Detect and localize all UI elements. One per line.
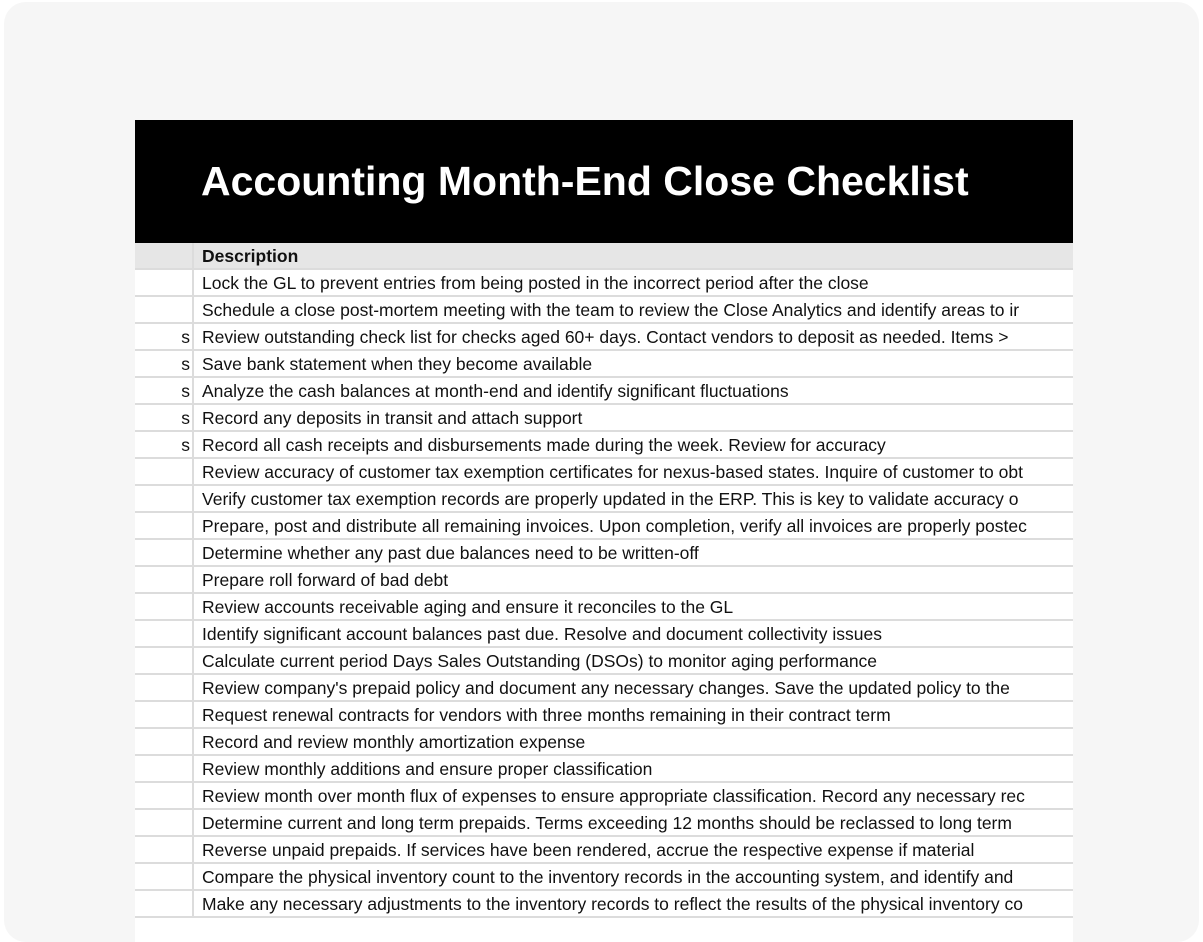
table-row: [135, 837, 1073, 864]
description-cell[interactable]: Calculate current period Days Sales Outstanding (DSOs) to monitor aging performance: [202, 651, 878, 671]
table-row: [135, 891, 1073, 918]
row-left-cell[interactable]: [135, 675, 194, 700]
row-left-cell[interactable]: [135, 432, 194, 457]
description-cell[interactable]: Save bank statement when they become available: [202, 354, 593, 374]
table-row: [135, 864, 1073, 891]
description-cell[interactable]: Compare the physical inventory count to the inventory records in the accounting system, and identify and: [202, 867, 1014, 887]
description-cell[interactable]: Review monthly additions and ensure proper classification: [202, 759, 653, 779]
table-row: [135, 810, 1073, 837]
row-left-cell[interactable]: [135, 810, 194, 835]
row-left-cell[interactable]: [135, 729, 194, 754]
row-left-cell-text: s: [181, 408, 190, 428]
description-cell[interactable]: Lock the GL to prevent entries from being posted in the incorrect period after the close: [202, 273, 869, 293]
table-row: [135, 621, 1073, 648]
description-cell[interactable]: Review month over month flux of expenses to ensure appropriate classification. Record any necessary rec: [202, 786, 1025, 806]
row-left-cell[interactable]: [135, 486, 194, 511]
table-rows: [135, 270, 1073, 918]
table-row: [135, 729, 1073, 756]
row-left-cell[interactable]: [135, 459, 194, 484]
description-cell[interactable]: Request renewal contracts for vendors with three months remaining in their contract term: [202, 705, 891, 725]
table-row: [135, 378, 1073, 405]
table-header-row: [135, 243, 1073, 270]
row-left-cell[interactable]: [135, 324, 194, 349]
table-row: [135, 432, 1073, 459]
table-row: [135, 459, 1073, 486]
card-frame: [4, 2, 1199, 942]
page-title: Accounting Month-End Close Checklist: [201, 158, 969, 204]
table-row: [135, 351, 1073, 378]
description-cell[interactable]: Record any deposits in transit and attach support: [202, 408, 583, 428]
description-cell[interactable]: Identify significant account balances past due. Resolve and document collectivity issues: [202, 624, 882, 644]
row-left-cell-text: s: [181, 327, 190, 347]
row-left-cell[interactable]: [135, 540, 194, 565]
row-left-cell[interactable]: [135, 594, 194, 619]
table-row: [135, 513, 1073, 540]
header-left-cell[interactable]: [135, 243, 194, 268]
description-cell[interactable]: Record all cash receipts and disbursements made during the week. Review for accuracy: [202, 435, 886, 455]
description-cell[interactable]: Make any necessary adjustments to the inventory records to reflect the results of the physical inventory co: [202, 894, 1023, 914]
row-left-cell-text: s: [181, 354, 190, 374]
table-row: [135, 675, 1073, 702]
description-cell[interactable]: Review outstanding check list for checks aged 60+ days. Contact vendors to deposit as needed. Items >: [202, 327, 1009, 347]
row-left-cell[interactable]: [135, 621, 194, 646]
spreadsheet: [135, 120, 1073, 942]
table-row: [135, 783, 1073, 810]
table-row: [135, 270, 1073, 297]
description-cell[interactable]: Analyze the cash balances at month-end and identify significant fluctuations: [202, 381, 789, 401]
description-cell[interactable]: Prepare roll forward of bad debt: [202, 570, 449, 590]
description-cell[interactable]: Review accuracy of customer tax exemption certificates for nexus-based states. Inquire of customer to obt: [202, 462, 1023, 482]
row-left-cell[interactable]: [135, 270, 194, 295]
row-left-cell-text: s: [181, 435, 190, 455]
table-row: [135, 405, 1073, 432]
row-left-cell[interactable]: [135, 756, 194, 781]
row-left-cell[interactable]: [135, 783, 194, 808]
row-left-cell[interactable]: [135, 864, 194, 889]
row-left-cell[interactable]: [135, 297, 194, 322]
description-cell[interactable]: Verify customer tax exemption records are properly updated in the ERP. This is key to validate accuracy o: [202, 489, 1019, 509]
description-cell[interactable]: Reverse unpaid prepaids. If services have been rendered, accrue the respective expense if material: [202, 840, 975, 860]
row-left-cell[interactable]: [135, 837, 194, 862]
table-row: [135, 540, 1073, 567]
description-cell[interactable]: Prepare, post and distribute all remaining invoices. Upon completion, verify all invoices are properly postec: [202, 516, 1027, 536]
description-cell[interactable]: Review company's prepaid policy and document any necessary changes. Save the updated policy to the: [202, 678, 1010, 698]
row-left-cell[interactable]: [135, 648, 194, 673]
table-row: [135, 297, 1073, 324]
checklist-table: [135, 243, 1073, 918]
description-header[interactable]: Description: [202, 246, 299, 266]
row-left-cell[interactable]: [135, 513, 194, 538]
row-left-cell-text: s: [181, 381, 190, 401]
table-row: [135, 486, 1073, 513]
table-row: [135, 756, 1073, 783]
description-cell[interactable]: Review accounts receivable aging and ensure it reconciles to the GL: [202, 597, 734, 617]
title-banner: [135, 120, 1073, 243]
table-row: [135, 594, 1073, 621]
description-cell[interactable]: Determine whether any past due balances need to be written-off: [202, 543, 699, 563]
row-left-cell[interactable]: [135, 891, 194, 916]
row-left-cell[interactable]: [135, 378, 194, 403]
row-left-cell[interactable]: [135, 702, 194, 727]
table-row: [135, 648, 1073, 675]
row-left-cell[interactable]: [135, 351, 194, 376]
table-row: [135, 324, 1073, 351]
row-left-cell[interactable]: [135, 567, 194, 592]
description-cell[interactable]: Schedule a close post-mortem meeting with the team to review the Close Analytics and identify areas to ir: [202, 300, 1020, 320]
table-row: [135, 567, 1073, 594]
row-left-cell[interactable]: [135, 405, 194, 430]
description-cell[interactable]: Determine current and long term prepaids. Terms exceeding 12 months should be reclassed to long term: [202, 813, 1012, 833]
table-row: [135, 702, 1073, 729]
description-cell[interactable]: Record and review monthly amortization expense: [202, 732, 586, 752]
